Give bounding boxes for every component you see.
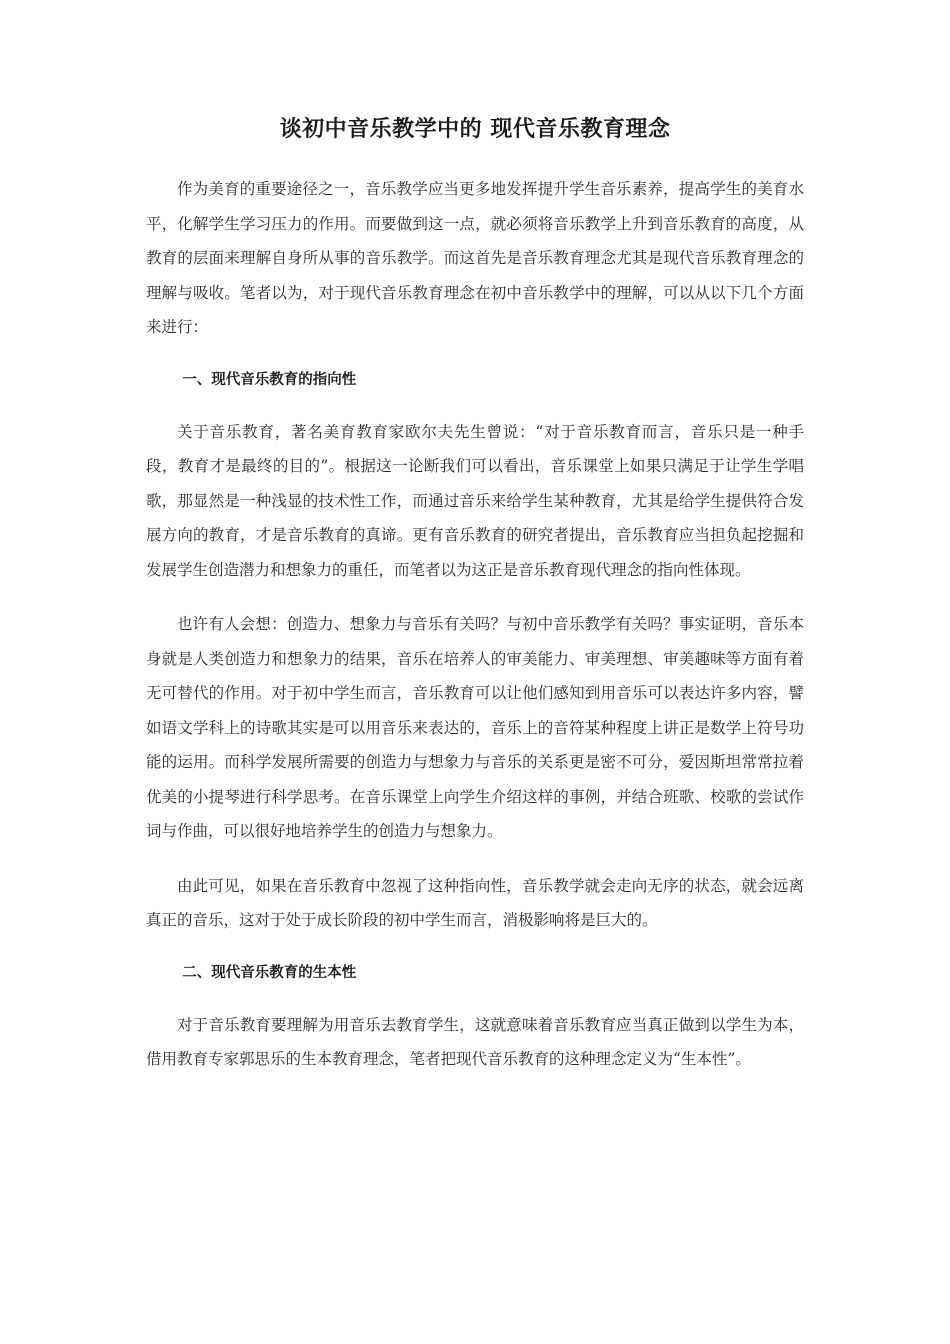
document-title: 谈初中音乐教学中的 现代音乐教育理念: [279, 117, 671, 142]
body-paragraph: 关于音乐教育，著名美育教育家欧尔夫先生曾说：“对于音乐教育而言，音乐只是一种手段，教育才是最终的目的”。根据这一论断我们可以看出，音乐课堂上如果只满足于让学生学唱歌，那显然是一种浅显的技术性工作，而通过音乐来给学生某种教育，尤其是给学生提供符合发展方向的教育，才是音乐教育的真谛。更有音乐教育的研究者提出，音乐教育应当担负起挖掘和发展学生创造潜力和想象力的重任，而笔者以为这正是音乐教育现代理念的指向性体现。: [146, 422, 804, 579]
body-paragraph: 由此可见，如果在音乐教育中忽视了这种指向性，音乐教学就会走向无序的状态，就会远离真正的音乐，这对于处于成长阶段的初中学生而言，消极影响将是巨大的。: [146, 876, 804, 929]
section-heading: 一、现代音乐教育的指向性: [182, 371, 357, 388]
document-body: [146, 112, 804, 1077]
body-paragraph: 对于音乐教育要理解为用音乐去教育学生，这就意味着音乐教育应当真正做到以学生为本，借用教育专家郭思乐的生本教育理念，笔者把现代音乐教育的这种理念定义为“生本性”。: [146, 1015, 804, 1068]
body-paragraph: 也许有人会想：创造力、想象力与音乐有关吗？与初中音乐教学有关吗？事实证明，音乐本身就是人类创造力和想象力的结果，音乐在培养人的审美能力、审美理想、审美趣味等方面有着无可替代的作用。对于初中学生而言，音乐教育可以让他们感知到用音乐可以表达许多内容，譬如语文学科上的诗歌其实是可以用音乐来表达的，音乐上的音符某种程度上讲正是数学上符号功能的运用。而科学发展所需要的创造力与想象力与音乐的关系更是密不可分，爱因斯坦常常拉着优美的小提琴进行科学思考。在音乐课堂上向学生介绍这样的事例，并结合班歌、校歌的尝试作词与作曲，可以很好地培养学生的创造力与想象力。: [146, 615, 804, 840]
intro-paragraph: 作为美育的重要途径之一，音乐教学应当更多地发挥提升学生音乐素养，提高学生的美育水平，化解学生学习压力的作用。而要做到这一点，就必须将音乐教学上升到音乐教育的高度，从教育的层面来理解自身所从事的音乐教学。而这首先是音乐教育理念尤其是现代音乐教育理念的理解与吸收。笔者以为，对于现代音乐教育理念在初中音乐教学中的理解，可以从以下几个方面来进行：: [146, 180, 804, 336]
section-heading: 二、现代音乐教育的生本性: [182, 964, 357, 981]
